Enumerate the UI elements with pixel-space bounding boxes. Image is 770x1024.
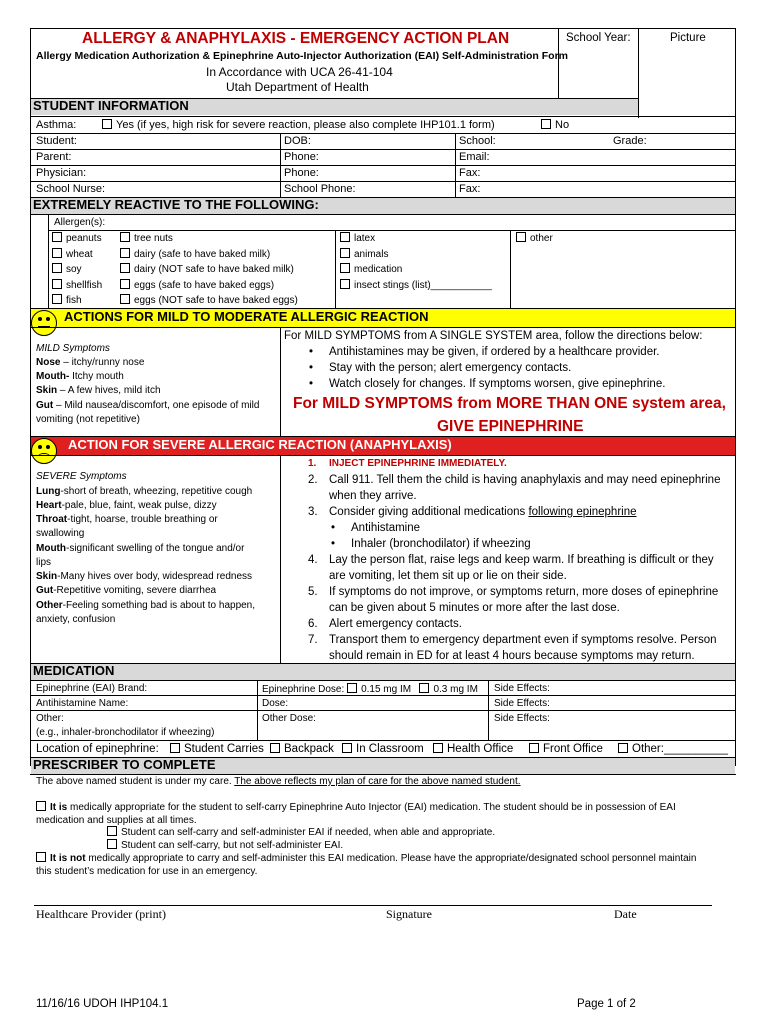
- physician-phone-field[interactable]: Phone:: [284, 167, 319, 179]
- checkbox-icon[interactable]: [120, 232, 130, 242]
- step-transport: Transport them to emergency department even if symptoms resolve. Person: [329, 634, 717, 646]
- allergen-option[interactable]: [340, 232, 375, 246]
- asthma-no-label: No: [555, 119, 570, 131]
- symptom-key: Lung: [36, 486, 61, 497]
- mild-symptom-gut-cont: vomiting (not repetitive): [36, 414, 140, 425]
- divider: [30, 214, 736, 215]
- epi-location-label: Backpack: [284, 743, 334, 755]
- checkbox-icon[interactable]: [52, 232, 62, 242]
- mild-heading: ACTIONS FOR MILD TO MODERATE ALLERGIC REACTION: [64, 309, 429, 324]
- checkbox-icon[interactable]: [340, 232, 350, 242]
- symptom-key: Gut: [36, 585, 54, 596]
- checkbox-icon[interactable]: [36, 852, 46, 862]
- sad-face-icon: [31, 438, 57, 464]
- symptom-value: Itchy mouth: [69, 371, 124, 382]
- allergen-label: shellfish: [66, 279, 103, 291]
- symptom-value: -pale, blue, faint, weak pulse, dizzy: [61, 500, 217, 511]
- divider: [30, 695, 736, 696]
- step-transport-cont: should remain in ED for at least 4 hours because symptoms may return.: [329, 650, 695, 662]
- divider: [30, 680, 736, 681]
- epi-location-option[interactable]: [433, 742, 513, 756]
- school-year-label[interactable]: School Year:: [566, 32, 631, 44]
- asthma-yes-label: Yes (if yes, high risk for severe reaction, please also complete IHP101.1 form): [116, 119, 495, 131]
- symptom-value: – Mild nausea/discomfort, one episode of mild: [53, 400, 260, 411]
- checkbox-icon[interactable]: [516, 232, 526, 242]
- allergen-option[interactable]: [120, 248, 270, 262]
- epi-location-option[interactable]: [342, 742, 424, 756]
- school-phone-field[interactable]: School Phone:: [284, 183, 356, 195]
- date-label: Date: [614, 907, 637, 921]
- other-med-field[interactable]: Other:: [36, 713, 64, 724]
- checkbox-icon[interactable]: [419, 683, 429, 693]
- checkbox-icon[interactable]: [120, 263, 130, 273]
- care-statement-underlined: The above reflects my plan of care for the above named student.: [234, 776, 521, 787]
- grade-field[interactable]: Grade:: [613, 135, 647, 147]
- divider: [488, 680, 489, 740]
- divider: [30, 197, 736, 198]
- section-heading: MEDICATION: [33, 663, 115, 678]
- footer-form-id: 11/16/16 UDOH IHP104.1: [36, 998, 169, 1010]
- mild-symptom-gut: [36, 399, 259, 413]
- school-nurse-field[interactable]: School Nurse:: [36, 183, 106, 195]
- step-more-doses: If symptoms do not improve, or symptoms return, more doses of epinephrine: [329, 586, 719, 598]
- signature-line[interactable]: [34, 905, 712, 906]
- severe-symptom-gut: [36, 584, 216, 598]
- checkbox-icon[interactable]: [120, 248, 130, 258]
- epi-location-option[interactable]: [170, 742, 264, 756]
- symptom-key: Gut: [36, 400, 54, 411]
- symptom-key: Throat: [36, 514, 68, 525]
- mild-symptoms-title: MILD Symptoms: [36, 343, 110, 354]
- allergen-option[interactable]: [52, 263, 82, 277]
- it-is-not-label: It is not: [50, 853, 86, 864]
- checkbox-icon[interactable]: [342, 743, 352, 753]
- checkbox-icon[interactable]: [120, 279, 130, 289]
- dob-field[interactable]: DOB:: [284, 135, 311, 147]
- mild-warning: For MILD SYMPTOMS from MORE THAN ONE system area,: [293, 395, 726, 412]
- divider: [48, 230, 736, 231]
- symptom-value: -Many hives over body, widespread redness: [57, 571, 253, 582]
- allergens-label: Allergen(s):: [54, 217, 106, 228]
- step-additional-meds: [329, 505, 637, 519]
- asthma-label: Asthma:: [36, 119, 77, 131]
- checkbox-icon[interactable]: [107, 826, 117, 836]
- severe-symptom-skin: [36, 570, 252, 584]
- step-number: 1.: [308, 458, 317, 469]
- signature-label: Signature: [386, 907, 432, 921]
- step-number: 3.: [308, 506, 318, 518]
- physician-field[interactable]: Physician:: [36, 167, 87, 179]
- divider: [30, 98, 638, 99]
- severe-symptom-mouth: [36, 542, 244, 556]
- step-number: 5.: [308, 586, 318, 598]
- divider: [30, 663, 736, 664]
- dose-option-015: 0.15 mg IM: [361, 684, 412, 695]
- step-number: 6.: [308, 618, 318, 630]
- step-lay-flat: Lay the person flat, raise legs and keep warm. If breathing is difficult or they: [329, 554, 714, 566]
- epi-location-label: In Classroom: [356, 743, 424, 755]
- severe-symptom-lung: [36, 485, 252, 499]
- symptom-key: Heart: [36, 500, 62, 511]
- step-inhaler: • Inhaler (bronchodilator) if wheezing: [351, 537, 531, 551]
- mild-intro: For MILD SYMPTOMS from A SINGLE SYSTEM area, follow the directions below:: [284, 330, 703, 342]
- picture-label[interactable]: Picture: [670, 32, 706, 44]
- section-prescriber: [31, 757, 735, 774]
- frame-top: [30, 28, 736, 29]
- section-heading: PRESCRIBER TO COMPLETE: [33, 757, 216, 772]
- frame-right: [735, 28, 736, 766]
- allergen-option[interactable]: [516, 232, 553, 246]
- frame-left: [30, 28, 31, 766]
- section-heading: EXTREMELY REACTIVE TO THE FOLLOWING:: [33, 197, 319, 212]
- other-dose-field[interactable]: Other Dose:: [262, 713, 316, 724]
- section-heading: STUDENT INFORMATION: [33, 98, 189, 113]
- symptom-key: Nose: [36, 357, 61, 368]
- step-call-911: Call 911. Tell them the child is having anaphylaxis and may need epinephrine: [329, 474, 721, 486]
- self-administer-option[interactable]: [107, 826, 495, 840]
- form-title: ALLERGY & ANAPHYLAXIS - EMERGENCY ACTION PLAN: [82, 30, 510, 47]
- allergen-label: peanuts: [66, 233, 102, 244]
- asthma-no-option[interactable]: [541, 118, 569, 132]
- allergen-label: soy: [66, 264, 82, 275]
- not-appropriate-text-cont: this student’s medication for use in an emergency.: [36, 866, 258, 877]
- section-medication: [31, 663, 735, 680]
- side-effects-field[interactable]: Side Effects:: [494, 698, 550, 709]
- allergen-option[interactable]: [52, 248, 93, 262]
- step-alert-contacts: Alert emergency contacts.: [329, 618, 462, 630]
- physician-fax-field[interactable]: Fax:: [459, 167, 481, 179]
- checkbox-icon[interactable]: [270, 743, 280, 753]
- divider: [30, 757, 736, 758]
- divider: [30, 181, 736, 182]
- care-statement: [36, 775, 521, 789]
- footer-page-number: Page 1 of 2: [577, 998, 636, 1010]
- checkbox-icon[interactable]: [347, 683, 357, 693]
- checkbox-icon[interactable]: [340, 248, 350, 258]
- divider: [335, 230, 336, 308]
- epi-location-label: Health Office: [447, 743, 514, 755]
- allergen-option[interactable]: [340, 263, 402, 277]
- epi-location-label: Location of epinephrine:: [36, 743, 159, 755]
- symptom-value: -Feeling something bad is about to happen,: [62, 600, 256, 611]
- allergen-option[interactable]: [52, 294, 82, 308]
- divider: [30, 455, 736, 456]
- symptom-key: Mouth: [36, 543, 66, 554]
- step-text-underlined: following epinephrine: [528, 506, 637, 518]
- divider: [48, 214, 49, 308]
- it-is-label: It is: [50, 802, 68, 813]
- severe-heading: ACTION FOR SEVERE ALLERGIC REACTION (ANAPHYLAXIS): [68, 437, 452, 452]
- divider: [257, 680, 258, 740]
- step-lay-flat-cont: are vomiting, let them sit up or lie on their side.: [329, 570, 567, 582]
- asthma-yes-option[interactable]: [102, 118, 495, 132]
- school-fax-field[interactable]: Fax:: [459, 183, 481, 195]
- self-administer-label: Student can self-carry and self-administer EAI if needed, when able and appropriate.: [121, 827, 496, 838]
- side-effects-field[interactable]: Side Effects:: [494, 683, 550, 694]
- divider: [558, 28, 559, 98]
- allergen-label: other: [530, 233, 553, 244]
- allergen-label: medication: [354, 264, 403, 275]
- severe-symptom-other-cont: anxiety, confusion: [36, 614, 116, 625]
- carry-only-label: Student can self-carry, but not self-administer EAI.: [121, 840, 344, 851]
- allergen-option[interactable]: [52, 279, 102, 293]
- step-antihistamine: • Antihistamine: [351, 521, 420, 535]
- give-epinephrine-warning: GIVE EPINEPHRINE: [437, 418, 584, 435]
- severe-symptom-throat: [36, 513, 218, 527]
- symptom-value: -tight, hoarse, trouble breathing or: [67, 514, 218, 525]
- section-allergens: [31, 197, 735, 214]
- allergen-option[interactable]: [120, 294, 298, 308]
- allergen-label: latex: [354, 233, 376, 244]
- checkbox-icon[interactable]: [107, 839, 117, 849]
- step-text: Consider giving additional medications: [329, 506, 529, 518]
- email-field[interactable]: Email:: [459, 151, 490, 163]
- symptom-value: -short of breath, wheezing, repetitive cough: [60, 486, 253, 497]
- divider: [30, 165, 736, 166]
- checkbox-icon[interactable]: [52, 263, 62, 273]
- severe-symptoms-title: SEVERE Symptoms: [36, 471, 127, 482]
- checkbox-icon[interactable]: [52, 248, 62, 258]
- severe-symptom-other: [36, 599, 255, 613]
- checkbox-icon[interactable]: [340, 263, 350, 273]
- checkbox-icon[interactable]: [52, 294, 62, 304]
- self-carry-option[interactable]: [36, 801, 676, 815]
- parent-field[interactable]: Parent:: [36, 151, 72, 163]
- dose-field[interactable]: Dose:: [262, 698, 289, 709]
- self-carry-text: medically appropriate for the student to self-carry Epinephrine Auto Injector (EAI) medication. The student should be in possession of EAI: [67, 802, 676, 813]
- step-number: 7.: [308, 634, 318, 646]
- allergen-option[interactable]: [52, 232, 102, 246]
- allergen-label: wheat: [66, 248, 93, 260]
- symptom-key: Skin: [36, 571, 58, 582]
- symptom-value: -Repetitive vomiting, severe diarrhea: [53, 585, 217, 596]
- not-appropriate-text: medically appropriate to carry and self-administer this EAI medication. Please have the appropriate/designated school personnel maintain: [85, 853, 697, 864]
- provider-print-label: Healthcare Provider (print): [36, 907, 166, 921]
- mild-symptom-skin: [36, 384, 161, 398]
- checkbox-icon[interactable]: [541, 119, 551, 129]
- allergen-label: fish: [66, 295, 82, 306]
- side-effects-field[interactable]: Side Effects:: [494, 713, 550, 724]
- care-statement-text: The above named student is under my care.: [36, 776, 235, 787]
- divider: [30, 116, 736, 117]
- epi-location-label: Front Office: [543, 743, 603, 755]
- checkbox-icon[interactable]: [102, 119, 112, 129]
- allergen-option[interactable]: [120, 279, 274, 293]
- allergen-label: animals: [354, 248, 389, 260]
- allergen-option[interactable]: [340, 248, 388, 262]
- symptom-value: – itchy/runny nose: [60, 357, 145, 368]
- step-number: 2.: [308, 474, 318, 486]
- epi-location-option[interactable]: [618, 742, 728, 756]
- epi-location-label: Other:__________: [632, 743, 728, 755]
- step-inject-epinephrine: INJECT EPINEPHRINE IMMEDIATELY.: [329, 458, 507, 469]
- checkbox-icon[interactable]: [433, 743, 443, 753]
- checkbox-icon[interactable]: [340, 279, 350, 289]
- epi-brand-field[interactable]: Epinephrine (EAI) Brand:: [36, 683, 148, 694]
- checkbox-icon[interactable]: [120, 294, 130, 304]
- severe-symptom-mouth-cont: lips: [36, 557, 52, 568]
- symptom-value: – A few hives, mild itch: [57, 385, 161, 396]
- checkbox-icon[interactable]: [529, 743, 539, 753]
- mild-bullet: • Antihistamines may be given, if ordered by a healthcare provider.: [329, 345, 660, 359]
- divider: [30, 740, 736, 741]
- other-med-example: (e.g., inhaler-bronchodilator if wheezing): [36, 727, 215, 738]
- step-number: 4.: [308, 554, 318, 566]
- divider: [455, 133, 456, 197]
- epi-dose-label: Epinephrine Dose:: [262, 684, 345, 695]
- epi-location-option[interactable]: [529, 742, 603, 756]
- divider: [30, 327, 736, 328]
- parent-phone-field[interactable]: Phone:: [284, 151, 319, 163]
- symptom-key: Mouth-: [36, 371, 70, 382]
- not-appropriate-option[interactable]: [36, 852, 696, 866]
- allergen-label: tree nuts: [134, 233, 173, 244]
- divider: [280, 455, 281, 663]
- epi-location-option[interactable]: [270, 742, 334, 756]
- severe-symptom-heart: [36, 499, 217, 513]
- mild-bullet: • Watch closely for changes. If symptoms worsen, give epinephrine.: [329, 377, 665, 391]
- school-field[interactable]: School:: [459, 135, 496, 147]
- mild-bullet: • Stay with the person; alert emergency contacts.: [329, 361, 571, 375]
- divider: [638, 28, 639, 118]
- symptom-key: Skin: [36, 385, 58, 396]
- checkbox-icon[interactable]: [36, 801, 46, 811]
- dose-option-03: 0.3 mg IM: [433, 684, 478, 695]
- allergen-option[interactable]: [120, 263, 294, 277]
- self-carry-text-cont: medication and supplies at all times.: [36, 815, 197, 826]
- mild-symptom-mouth: [36, 370, 124, 384]
- neutral-face-icon: [31, 310, 57, 336]
- section-student-information: [31, 98, 638, 115]
- allergen-label: eggs (NOT safe to have baked eggs): [134, 295, 298, 306]
- checkbox-icon[interactable]: [52, 279, 62, 289]
- symptom-value: -significant swelling of the tongue and/or: [66, 543, 245, 554]
- allergen-option[interactable]: [340, 279, 492, 293]
- student-name-field[interactable]: Student:: [36, 135, 77, 147]
- severe-symptom-throat-cont: swallowing: [36, 528, 85, 539]
- step-call-911-cont: when they arrive.: [329, 490, 417, 502]
- allergen-option[interactable]: [120, 232, 173, 246]
- divider: [510, 230, 511, 308]
- carry-only-option[interactable]: [107, 839, 343, 853]
- step-more-doses-cont: can be given about 5 minutes or more after the last dose.: [329, 602, 620, 614]
- allergen-label: dairy (NOT safe to have baked milk): [134, 264, 294, 275]
- antihistamine-field[interactable]: Antihistamine Name:: [36, 698, 129, 709]
- checkbox-icon[interactable]: [170, 743, 180, 753]
- uca-reference: In Accordance with UCA 26-41-104: [206, 65, 393, 79]
- divider: [280, 133, 281, 197]
- divider: [30, 149, 736, 150]
- allergen-label: eggs (safe to have baked eggs): [134, 279, 275, 291]
- epi-location-label: Student Carries: [184, 743, 264, 755]
- divider: [30, 710, 736, 711]
- allergen-label: dairy (safe to have baked milk): [134, 248, 271, 260]
- department-name: Utah Department of Health: [226, 80, 369, 94]
- form-subtitle: Allergy Medication Authorization & Epinephrine Auto-Injector Authorization (EAI) Self-Administration Form: [36, 50, 568, 62]
- checkbox-icon[interactable]: [618, 743, 628, 753]
- symptom-key: Other: [36, 600, 63, 611]
- allergen-label: insect stings (list)___________: [354, 279, 492, 291]
- mild-symptom-nose: [36, 356, 144, 370]
- divider: [280, 327, 281, 436]
